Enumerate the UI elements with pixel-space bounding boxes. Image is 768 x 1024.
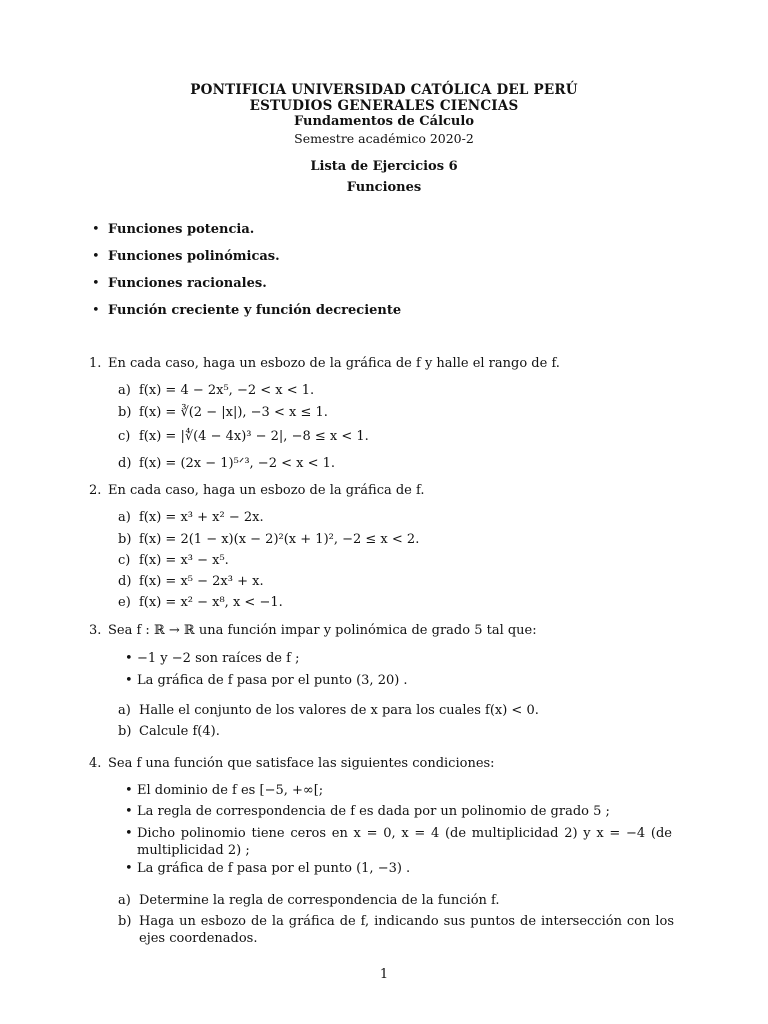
topic-item: • Función creciente y función decreciente bbox=[92, 303, 402, 318]
bullet-icon: • bbox=[125, 804, 133, 819]
exercise-item: a) Halle el conjunto de los valores de x para los cuales f(x) < 0. bbox=[118, 703, 539, 718]
exercise-number: 1. bbox=[89, 356, 102, 371]
exercise-item: d) f(x) = x⁵ − 2x³ + x. bbox=[118, 574, 264, 589]
page-number: 1 bbox=[379, 967, 389, 982]
course-title: Fundamentos de Cálculo bbox=[294, 114, 474, 129]
bullet-icon: • bbox=[125, 826, 133, 841]
exercise-statement: En cada caso, haga un esbozo de la gráfica de f. bbox=[108, 483, 425, 498]
exercise-item: b) Calcule f(4). bbox=[118, 724, 220, 739]
exercise-statement: Sea f una función que satisface las siguientes condiciones: bbox=[108, 756, 495, 771]
topic-item: • Funciones racionales. bbox=[92, 276, 267, 291]
semester-label: Semestre académico 2020-2 bbox=[294, 131, 474, 146]
exercise-4 bbox=[89, 755, 689, 772]
bullet-icon: • bbox=[125, 861, 133, 876]
faculty-title: ESTUDIOS GENERALES CIENCIAS bbox=[249, 98, 519, 114]
bullet-icon: • bbox=[92, 276, 100, 291]
condition-bullet: • El dominio de f es [−5, +∞[; bbox=[125, 783, 324, 798]
bullet-icon: • bbox=[92, 249, 100, 264]
exercise-item: a) f(x) = 4 − 2x⁵, −2 < x < 1. bbox=[118, 383, 315, 398]
exercise-item: b) f(x) = 2(1 − x)(x − 2)²(x + 1)², −2 ≤ x < 2. bbox=[118, 532, 420, 547]
exercise-number: 2. bbox=[89, 483, 102, 498]
exercise-item: c) f(x) = |∜(4 − 4x)³ − 2|, −8 ≤ x < 1. bbox=[118, 429, 369, 444]
topic-item: • Funciones potencia. bbox=[92, 222, 255, 237]
exercise-item: d) f(x) = (2x − 1)⁵ᐟ³, −2 < x < 1. bbox=[118, 456, 336, 471]
list-title: Lista de Ejercicios 6 bbox=[310, 159, 458, 174]
exercise-item: a) f(x) = x³ + x² − 2x. bbox=[118, 510, 264, 525]
exercise-item: b) Haga un esbozo de la gráfica de f, indicando sus puntos de intersección con los ejes coordenados. bbox=[118, 914, 674, 946]
bullet-icon: • bbox=[92, 222, 100, 237]
bullet-icon: • bbox=[92, 303, 100, 318]
university-title: PONTIFICIA UNIVERSIDAD CATÓLICA DEL PERÚ bbox=[190, 82, 578, 98]
topic-item: • Funciones polinómicas. bbox=[92, 249, 280, 264]
topic-title: Funciones bbox=[346, 180, 422, 195]
exercise-item: e) f(x) = x² − x⁸, x < −1. bbox=[118, 595, 283, 610]
exercise-1 bbox=[89, 355, 689, 372]
bullet-icon: • bbox=[125, 651, 133, 666]
condition-bullet: • La regla de correspondencia de f es dada por un polinomio de grado 5 ; bbox=[125, 804, 610, 819]
exercise-item: b) f(x) = ∛(2 − |x|), −3 < x ≤ 1. bbox=[118, 405, 328, 420]
condition-bullet: • La gráfica de f pasa por el punto (3, 20) . bbox=[125, 673, 408, 688]
exercise-number: 3. bbox=[89, 623, 102, 638]
condition-bullet: • La gráfica de f pasa por el punto (1, −3) . bbox=[125, 861, 411, 876]
bullet-icon: • bbox=[125, 673, 133, 688]
exercise-statement: Sea f : ℝ → ℝ una función impar y polinómica de grado 5 tal que: bbox=[108, 623, 537, 638]
exercise-statement: En cada caso, haga un esbozo de la gráfica de f y halle el rango de f. bbox=[108, 356, 560, 371]
condition-bullet: • −1 y −2 son raíces de f ; bbox=[125, 651, 300, 666]
exercise-3 bbox=[89, 622, 689, 639]
exercise-number: 4. bbox=[89, 756, 102, 771]
bullet-icon: • bbox=[125, 783, 133, 798]
topics-list bbox=[90, 221, 401, 329]
condition-bullet: • Dicho polinomio tiene ceros en x = 0, x = 4 (de multiplicidad 2) y x = −4 (de multiplicidad 2) ; bbox=[125, 826, 672, 858]
exercise-2 bbox=[89, 482, 689, 499]
exercise-item: a) Determine la regla de correspondencia de la función f. bbox=[118, 893, 500, 908]
exercise-item: c) f(x) = x³ − x⁵. bbox=[118, 553, 229, 568]
